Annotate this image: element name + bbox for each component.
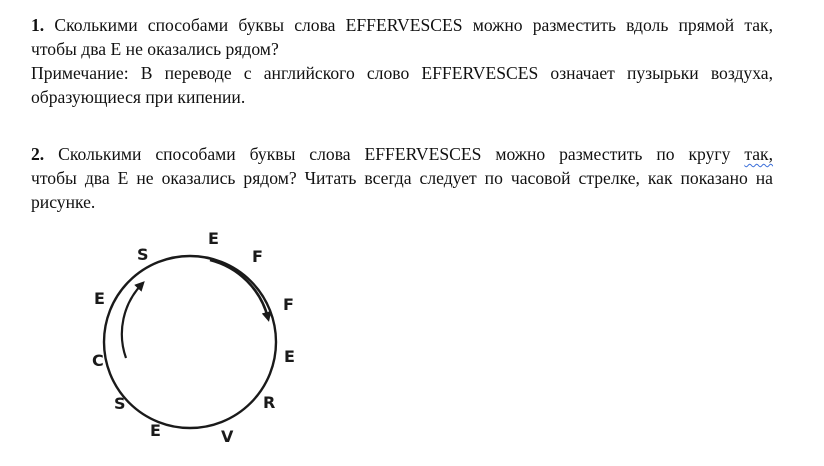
letter-f-1: F (252, 247, 263, 266)
problem-1-line-1-text: Сколькими способами буквы слова EFFERVESCES можно разместить вдоль прямой так, (54, 15, 773, 35)
letter-v: V (221, 427, 234, 446)
problem-1-note-line-2: образующиеся при кипении. (31, 87, 246, 107)
letter-e-bottom: E (150, 421, 161, 440)
problem-2-line-3: рисунке. (31, 192, 96, 212)
problem-1-note-line-1: Примечание: В переводе с английского слово EFFERVESCES означает пузырьки воздуха, (31, 63, 773, 83)
letter-s-top: S (137, 245, 149, 264)
problem-1-number: 1. (31, 15, 45, 35)
problem-2-line-1-text: Сколькими способами буквы слова EFFERVESCES можно разместить по кругу (58, 144, 731, 164)
letter-e-left: E (94, 289, 105, 308)
letter-e-right: E (284, 347, 295, 366)
problem-1-line-1 (31, 13, 773, 37)
letter-s-lower: S (114, 394, 126, 413)
letter-r: R (263, 393, 276, 412)
clockwise-arrow-right (210, 260, 268, 318)
spellcheck-underlined-word: так, (744, 144, 774, 164)
circle-figure (80, 222, 320, 466)
arrangement-circle (104, 256, 276, 428)
problem-2 (31, 142, 773, 214)
letter-c: C (92, 351, 104, 370)
problem-2-number: 2. (31, 144, 45, 164)
problem-2-line-1 (31, 142, 773, 166)
letter-f-2: F (283, 295, 294, 314)
problem-1-line-2: чтобы два E не оказались рядом? (31, 39, 279, 59)
letter-e-top: E (208, 229, 219, 248)
circle-diagram (80, 222, 320, 466)
problem-1 (31, 13, 773, 109)
problem-2-line-2: чтобы два E не оказались рядом? Читать всегда следует по часовой стрелке, как показано на (31, 168, 773, 188)
clockwise-arrow-left (122, 284, 142, 358)
